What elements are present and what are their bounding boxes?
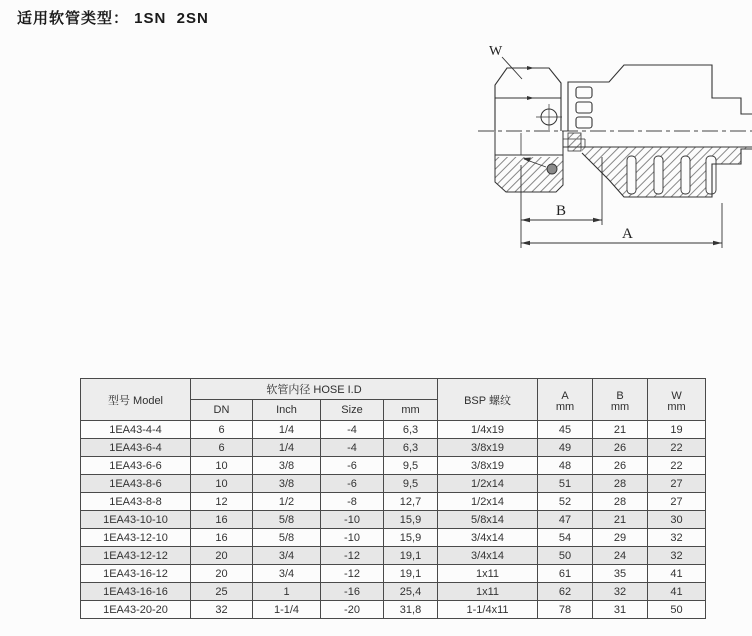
table-cell: 62 [538, 583, 593, 601]
table-cell: 1/4 [253, 421, 321, 439]
table-cell: 10 [191, 475, 253, 493]
header-w-letter: W [671, 389, 682, 402]
dimension-a-label: A [622, 226, 633, 242]
table-cell: 28 [593, 493, 648, 511]
socket-body [605, 65, 752, 114]
header-w-unit: mm [667, 400, 686, 413]
table-cell: 19 [648, 421, 706, 439]
table-cell: 1EA43-16-16 [81, 583, 191, 601]
table-cell: 21 [593, 421, 648, 439]
table-cell: 26 [593, 457, 648, 475]
table-cell: -4 [321, 439, 384, 457]
table-cell: 1x11 [438, 565, 538, 583]
table-row [81, 601, 706, 619]
table-cell: 1EA43-8-8 [81, 493, 191, 511]
table-cell: 51 [538, 475, 593, 493]
table-cell: 6 [191, 421, 253, 439]
table-cell: 21 [593, 511, 648, 529]
table-cell: 27 [648, 493, 706, 511]
table-cell: -10 [321, 529, 384, 547]
table-cell: 10 [191, 457, 253, 475]
table-cell: 50 [648, 601, 706, 619]
table-cell: 35 [593, 565, 648, 583]
table-cell: 1EA43-8-6 [81, 475, 191, 493]
nut-section-hatch [495, 157, 563, 192]
header-model: 型号 Model [81, 379, 191, 421]
table-cell: 20 [191, 547, 253, 565]
table-body [81, 421, 706, 619]
table-cell: 3/8x19 [438, 439, 538, 457]
table-cell: 3/4 [253, 547, 321, 565]
table-cell: 1EA43-12-12 [81, 547, 191, 565]
table-cell: 5/8 [253, 511, 321, 529]
table-cell: -8 [321, 493, 384, 511]
table-cell: 19,1 [384, 547, 438, 565]
table-cell: 24 [593, 547, 648, 565]
header-dn: DN [191, 400, 253, 421]
table-row [81, 511, 706, 529]
table-cell: 1/2x14 [438, 475, 538, 493]
table-cell: 28 [593, 475, 648, 493]
table-cell: 32 [191, 601, 253, 619]
table-cell: 22 [648, 457, 706, 475]
table-cell: 1EA43-4-4 [81, 421, 191, 439]
technical-drawing [430, 35, 752, 250]
table-row [81, 529, 706, 547]
table-cell: 16 [191, 511, 253, 529]
table-cell: 1EA43-16-12 [81, 565, 191, 583]
table-cell: 6 [191, 439, 253, 457]
table-cell: 1/2x14 [438, 493, 538, 511]
table-row [81, 421, 706, 439]
table-cell: 1 [253, 583, 321, 601]
table-cell: 1-1/4 [253, 601, 321, 619]
header-b-letter: B [616, 389, 624, 402]
table-cell: 1/4x19 [438, 421, 538, 439]
table-cell: -4 [321, 421, 384, 439]
header-size: Size [321, 400, 384, 421]
spec-table [80, 378, 706, 619]
table-row [81, 475, 706, 493]
table-row [81, 565, 706, 583]
dimension-w-label: W [489, 44, 503, 59]
table-cell: 54 [538, 529, 593, 547]
table-cell: 3/8x19 [438, 457, 538, 475]
header-a [538, 379, 593, 421]
table-cell: 1EA43-20-20 [81, 601, 191, 619]
table-header [81, 379, 706, 421]
table-cell: 45 [538, 421, 593, 439]
table-cell: 5/8 [253, 529, 321, 547]
table-cell: 78 [538, 601, 593, 619]
table-cell: -20 [321, 601, 384, 619]
table-cell: 1EA43-6-6 [81, 457, 191, 475]
page-title: 适用软管类型： 1SN 2SN [17, 10, 209, 27]
table-cell: -12 [321, 565, 384, 583]
table-cell: 26 [593, 439, 648, 457]
header-hose-id: 软管内径 HOSE I.D [191, 379, 438, 400]
table-cell: 1EA43-6-4 [81, 439, 191, 457]
table-cell: 19,1 [384, 565, 438, 583]
table-cell: 29 [593, 529, 648, 547]
table-row [81, 457, 706, 475]
table-row [81, 583, 706, 601]
header-a-unit: mm [555, 400, 575, 413]
table-cell: 49 [538, 439, 593, 457]
table-cell: 52 [538, 493, 593, 511]
table-cell: 1EA43-10-10 [81, 511, 191, 529]
table-cell: 3/4x14 [438, 529, 538, 547]
table-cell: 9,5 [384, 475, 438, 493]
table-row [81, 547, 706, 565]
table-cell: 1/4 [253, 439, 321, 457]
table-cell: -10 [321, 511, 384, 529]
table-cell: 47 [538, 511, 593, 529]
table-cell: 16 [191, 529, 253, 547]
center-mark-icon [536, 104, 562, 130]
table-cell: 32 [593, 583, 648, 601]
table-cell: 31,8 [384, 601, 438, 619]
table-cell: 5/8x14 [438, 511, 538, 529]
header-a-letter: A [561, 389, 569, 402]
table-cell: 20 [191, 565, 253, 583]
table-cell: 32 [648, 547, 706, 565]
table-cell: 9,5 [384, 457, 438, 475]
table-cell: 22 [648, 439, 706, 457]
header-w [648, 379, 706, 421]
socket-section-hatch [582, 147, 752, 197]
table-cell: 25 [191, 583, 253, 601]
table-cell: 61 [538, 565, 593, 583]
table-cell: 50 [538, 547, 593, 565]
table-row [81, 493, 706, 511]
header-mm: mm [384, 400, 438, 421]
table-cell: 15,9 [384, 511, 438, 529]
table-cell: 41 [648, 583, 706, 601]
table-cell: 3/4x14 [438, 547, 538, 565]
table-cell: 12,7 [384, 493, 438, 511]
table-cell: 1-1/4x11 [438, 601, 538, 619]
table-cell: 6,3 [384, 421, 438, 439]
cage-section [568, 133, 581, 151]
o-ring [547, 164, 557, 174]
header-b [593, 379, 648, 421]
table-cell: 27 [648, 475, 706, 493]
table-cell: 25,4 [384, 583, 438, 601]
table-cell: -6 [321, 457, 384, 475]
dimension-b-label: B [556, 203, 567, 219]
table-cell: 6,3 [384, 439, 438, 457]
table-cell: -12 [321, 547, 384, 565]
fitting-section-drawing [430, 35, 752, 250]
table-row [81, 439, 706, 457]
table-cell: 48 [538, 457, 593, 475]
table-cell: 32 [648, 529, 706, 547]
table-cell: 1/2 [253, 493, 321, 511]
table-cell: 15,9 [384, 529, 438, 547]
table-cell: 3/8 [253, 457, 321, 475]
table-cell: -6 [321, 475, 384, 493]
table-cell: 30 [648, 511, 706, 529]
table-cell: 41 [648, 565, 706, 583]
table-cell: 1EA43-12-10 [81, 529, 191, 547]
table-cell: -16 [321, 583, 384, 601]
table-cell: 3/4 [253, 565, 321, 583]
table-cell: 3/8 [253, 475, 321, 493]
header-inch: Inch [253, 400, 321, 421]
table-cell: 12 [191, 493, 253, 511]
table-cell: 1x11 [438, 583, 538, 601]
header-b-unit: mm [610, 400, 630, 413]
header-bsp: BSP 螺纹 [438, 379, 538, 421]
table-cell: 31 [593, 601, 648, 619]
